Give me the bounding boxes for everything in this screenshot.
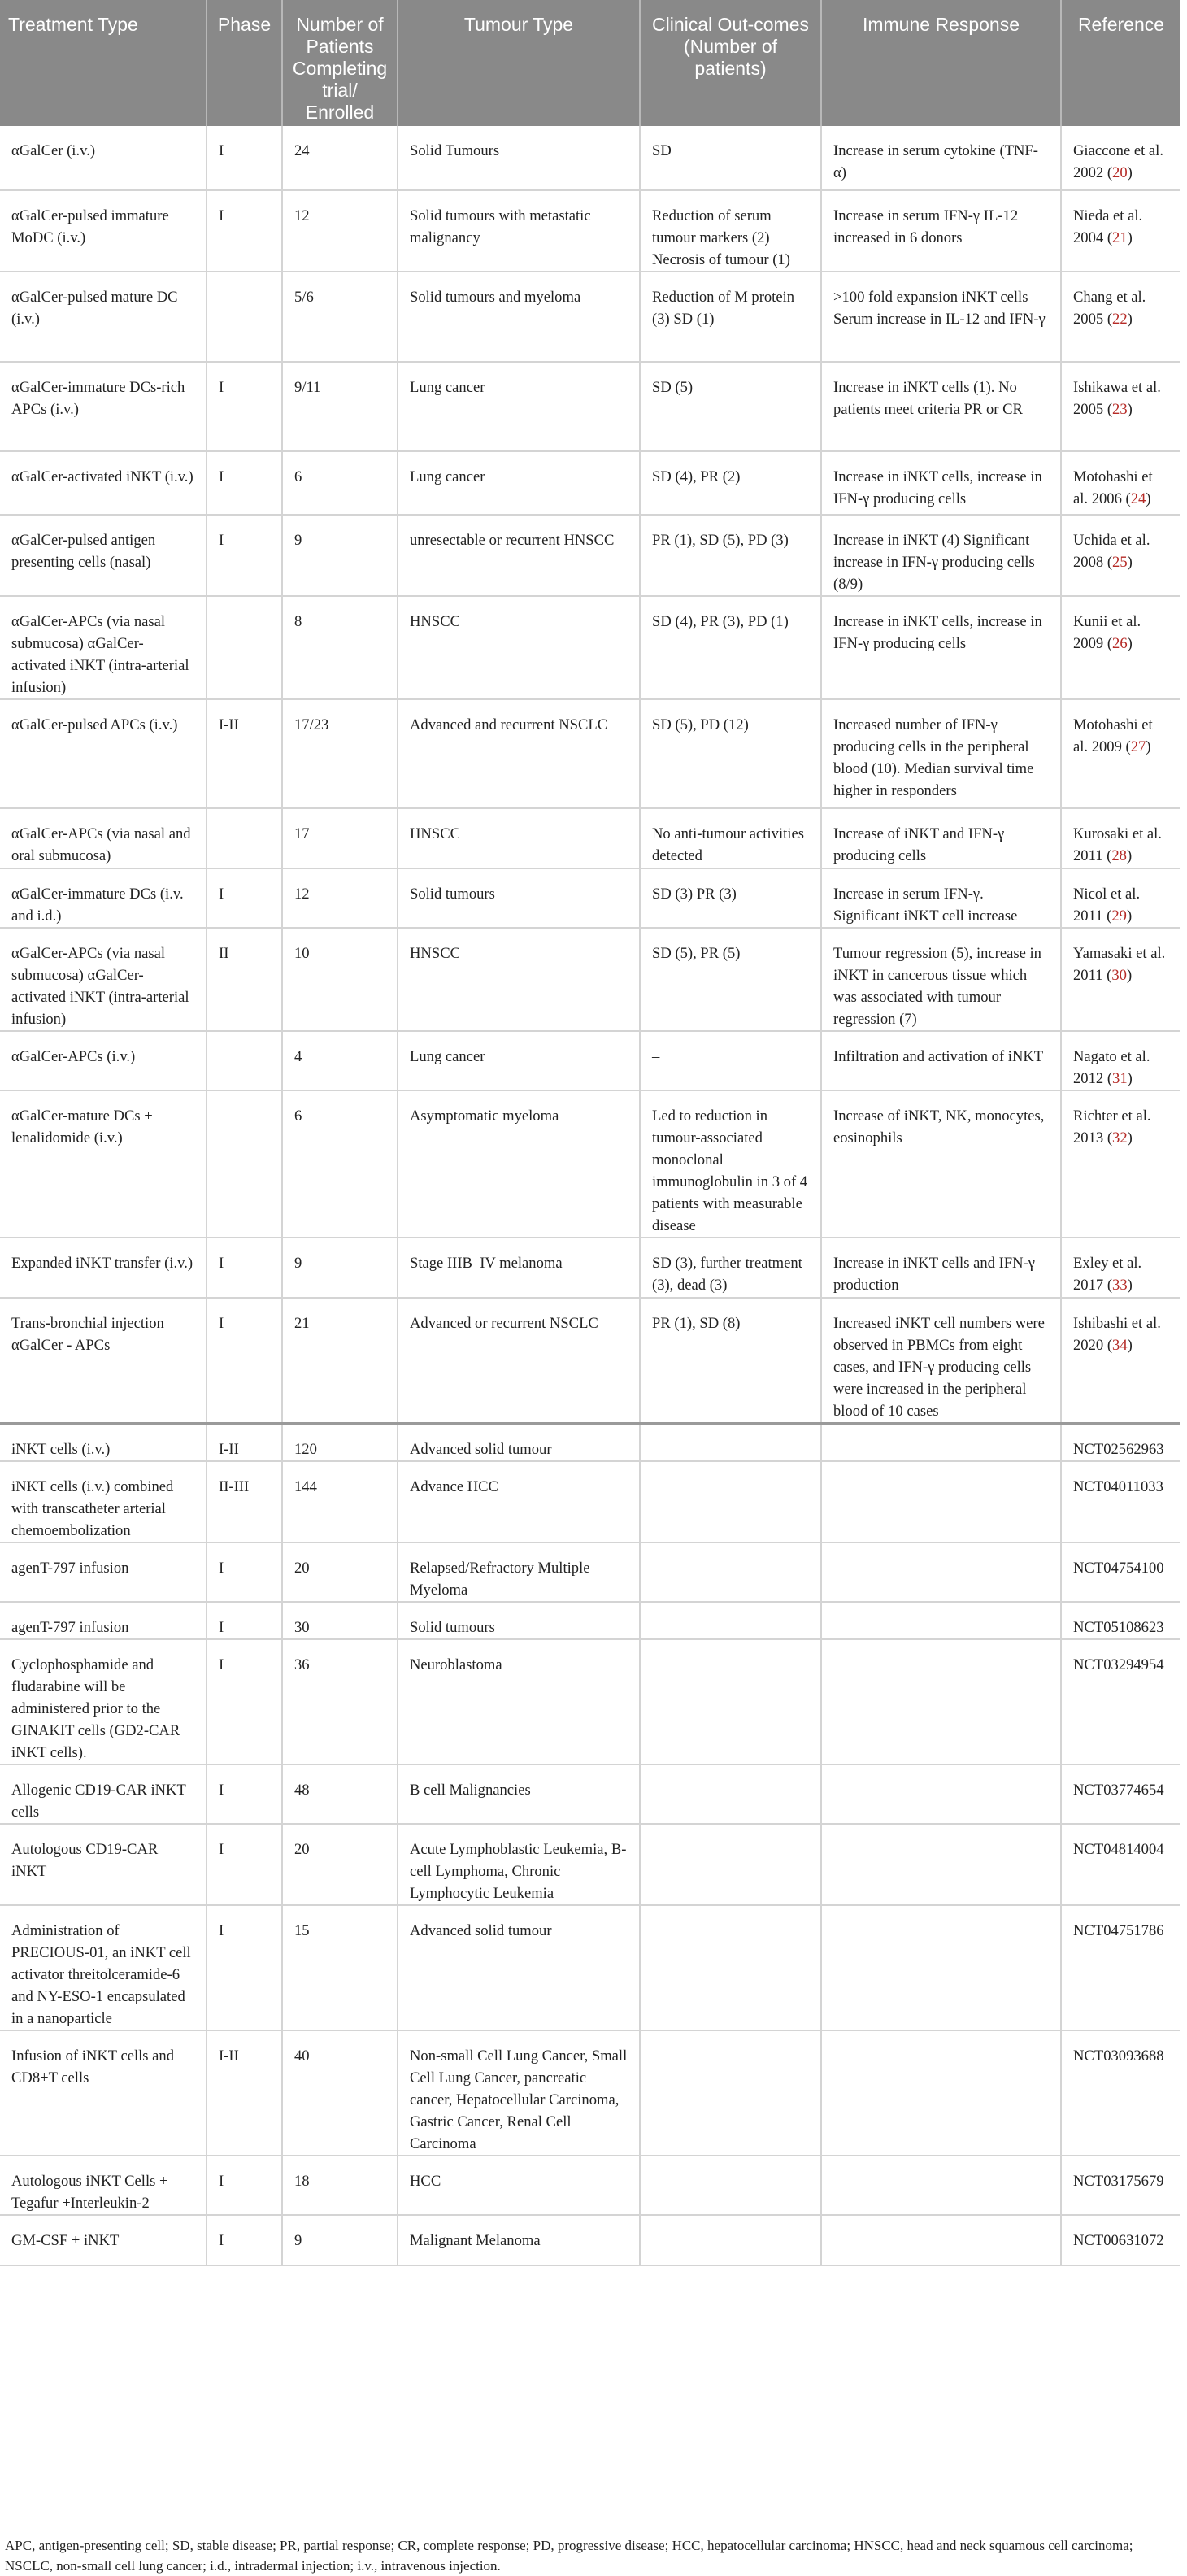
cell-phase: I: [207, 126, 282, 190]
cell-treatment-type: Trans-bronchial injection αGalCer - APCs: [0, 1298, 207, 1424]
cell-treatment-type: iNKT cells (i.v.) combined with transcatheter arterial chemoembolization: [0, 1461, 207, 1543]
table-row: [0, 515, 1180, 596]
cell-reference: [1061, 1824, 1180, 1905]
cell-phase: II-III: [207, 1461, 282, 1543]
cell-reference: [1061, 2215, 1180, 2265]
cell-treatment-type: Autologous CD19-CAR iNKT: [0, 1824, 207, 1905]
reference-text: Giaccone et al. 2002 (: [1073, 142, 1163, 181]
cell-immune-response: [821, 2030, 1061, 2156]
cell-immune-response: Increased iNKT cell numbers were observed in PBMCs from eight cases, and IFN-γ producing cells were increased in the peripheral blood of 10 cases: [821, 1298, 1061, 1424]
header-phase: Phase: [207, 0, 282, 126]
reference-number-link[interactable]: 25: [1112, 554, 1128, 571]
reference-text: Nagato et al. 2012 (: [1073, 1048, 1150, 1087]
cell-reference: [1061, 1238, 1180, 1298]
cell-number-of-patients: 12: [282, 190, 398, 272]
cell-phase: II: [207, 928, 282, 1031]
cell-number-of-patients: 9/11: [282, 362, 398, 451]
table-row: [0, 808, 1180, 868]
cell-phase: I: [207, 2156, 282, 2215]
cell-immune-response: Increase in iNKT (4) Significant increase in IFN-γ producing cells (8/9): [821, 515, 1061, 596]
cell-immune-response: Increased number of IFN-γ producing cells in the peripheral blood (10). Median survival time higher in responders: [821, 699, 1061, 808]
reference-close-paren: ): [1127, 1277, 1133, 1294]
cell-reference: [1061, 1639, 1180, 1764]
cell-reference: [1061, 2030, 1180, 2156]
cell-treatment-type: αGalCer-pulsed antigen presenting cells (nasal): [0, 515, 207, 596]
cell-treatment-type: αGalCer-pulsed immature MoDC (i.v.): [0, 190, 207, 272]
header-treatment-type: Treatment Type: [0, 0, 207, 126]
reference-text: NCT03774654: [1073, 1782, 1164, 1799]
header-row: [0, 0, 1180, 126]
cell-phase: I: [207, 2215, 282, 2265]
cell-tumour-type: Solid tumours: [398, 868, 640, 928]
header-tumour-type: Tumour Type: [398, 0, 640, 126]
cell-immune-response: [821, 1602, 1061, 1639]
cell-clinical-outcomes: Reduction of M protein (3) SD (1): [640, 272, 821, 362]
reference-number-link[interactable]: 33: [1112, 1277, 1128, 1294]
table-row: [0, 2156, 1180, 2215]
cell-reference: [1061, 1905, 1180, 2030]
reference-text: Ishibashi et al. 2020 (: [1073, 1315, 1161, 1354]
cell-number-of-patients: 20: [282, 1543, 398, 1602]
reference-text: NCT03294954: [1073, 1656, 1164, 1673]
cell-reference: [1061, 126, 1180, 190]
cell-tumour-type: Neuroblastoma: [398, 1639, 640, 1764]
reference-number-link[interactable]: 28: [1111, 847, 1127, 864]
cell-number-of-patients: 24: [282, 126, 398, 190]
reference-number-link[interactable]: 29: [1111, 907, 1127, 925]
cell-reference: [1061, 596, 1180, 699]
cell-phase: I-II: [207, 699, 282, 808]
cell-immune-response: [821, 1639, 1061, 1764]
cell-reference: [1061, 272, 1180, 362]
cell-treatment-type: αGalCer (i.v.): [0, 126, 207, 190]
cell-immune-response: >100 fold expansion iNKT cells Serum increase in IL-12 and IFN-γ: [821, 272, 1061, 362]
reference-close-paren: ): [1127, 401, 1133, 418]
cell-phase: I-II: [207, 1424, 282, 1462]
cell-number-of-patients: 9: [282, 2215, 398, 2265]
cell-number-of-patients: 17: [282, 808, 398, 868]
cell-reference: [1061, 190, 1180, 272]
cell-treatment-type: αGalCer-immature DCs-rich APCs (i.v.): [0, 362, 207, 451]
cell-clinical-outcomes: SD (3) PR (3): [640, 868, 821, 928]
cell-phase: I: [207, 190, 282, 272]
header-reference: Reference: [1061, 0, 1180, 126]
table-row: [0, 1031, 1180, 1090]
cell-phase: I: [207, 515, 282, 596]
reference-number-link[interactable]: 34: [1112, 1337, 1128, 1354]
cell-clinical-outcomes: [640, 1461, 821, 1543]
reference-text: NCT00631072: [1073, 2232, 1164, 2249]
reference-close-paren: ): [1127, 1129, 1133, 1147]
cell-immune-response: [821, 1461, 1061, 1543]
table-row: [0, 272, 1180, 362]
cell-clinical-outcomes: SD (5): [640, 362, 821, 451]
cell-clinical-outcomes: [640, 1602, 821, 1639]
cell-number-of-patients: 9: [282, 515, 398, 596]
reference-close-paren: ): [1126, 907, 1133, 925]
table-row: [0, 451, 1180, 515]
cell-phase: I: [207, 1543, 282, 1602]
cell-clinical-outcomes: –: [640, 1031, 821, 1090]
table-row: [0, 1543, 1180, 1602]
cell-phase: I: [207, 1764, 282, 1824]
cell-reference: [1061, 2156, 1180, 2215]
table-row: [0, 1298, 1180, 1424]
reference-number-link[interactable]: 26: [1112, 635, 1128, 652]
cell-phase: [207, 596, 282, 699]
cell-tumour-type: Non-small Cell Lung Cancer, Small Cell Lung Cancer, pancreatic cancer, Hepatocellular Carcinoma, Gastric Cancer, Renal Cell Carcinoma: [398, 2030, 640, 2156]
cell-number-of-patients: 9: [282, 1238, 398, 1298]
cell-reference: [1061, 362, 1180, 451]
reference-text: Kunii et al. 2009 (: [1073, 613, 1141, 652]
cell-phase: I: [207, 1298, 282, 1424]
header-clinical-outcomes: Clinical Out-comes (Number of patients): [640, 0, 821, 126]
cell-immune-response: Increase in iNKT cells and IFN-γ production: [821, 1238, 1061, 1298]
cell-tumour-type: Advanced and recurrent NSCLC: [398, 699, 640, 808]
cell-treatment-type: Expanded iNKT transfer (i.v.): [0, 1238, 207, 1298]
cell-phase: [207, 272, 282, 362]
reference-text: Exley et al. 2017 (: [1073, 1255, 1142, 1294]
reference-text: Motohashi et al. 2006 (: [1073, 468, 1153, 507]
reference-text: NCT03175679: [1073, 2173, 1164, 2190]
cell-tumour-type: HCC: [398, 2156, 640, 2215]
cell-treatment-type: Cyclophosphamide and fludarabine will be administered prior to the GINAKIT cells (GD2-CAR iNKT cells).: [0, 1639, 207, 1764]
cell-clinical-outcomes: SD: [640, 126, 821, 190]
cell-number-of-patients: 120: [282, 1424, 398, 1462]
cell-clinical-outcomes: SD (4), PR (3), PD (1): [640, 596, 821, 699]
cell-phase: [207, 1031, 282, 1090]
reference-text: NCT04814004: [1073, 1841, 1164, 1858]
cell-clinical-outcomes: Reduction of serum tumour markers (2) Necrosis of tumour (1): [640, 190, 821, 272]
cell-tumour-type: Advanced or recurrent NSCLC: [398, 1298, 640, 1424]
cell-phase: [207, 1090, 282, 1238]
cell-reference: [1061, 1543, 1180, 1602]
cell-tumour-type: Solid tumours: [398, 1602, 640, 1639]
cell-reference: [1061, 515, 1180, 596]
cell-treatment-type: GM-CSF + iNKT: [0, 2215, 207, 2265]
cell-clinical-outcomes: SD (5), PR (5): [640, 928, 821, 1031]
cell-clinical-outcomes: PR (1), SD (8): [640, 1298, 821, 1424]
cell-immune-response: Increase in serum cytokine (TNF-α): [821, 126, 1061, 190]
cell-tumour-type: Advance HCC: [398, 1461, 640, 1543]
reference-text: Ishikawa et al. 2005 (: [1073, 379, 1161, 418]
reference-close-paren: ): [1127, 635, 1133, 652]
cell-reference: [1061, 1090, 1180, 1238]
cell-number-of-patients: 6: [282, 451, 398, 515]
reference-text: Nieda et al. 2004 (: [1073, 207, 1143, 246]
reference-close-paren: ): [1146, 738, 1151, 755]
reference-text: Richter et al. 2013 (: [1073, 1107, 1151, 1147]
cell-reference: [1061, 1461, 1180, 1543]
cell-treatment-type: Infusion of iNKT cells and CD8+T cells: [0, 2030, 207, 2156]
cell-number-of-patients: 15: [282, 1905, 398, 2030]
cell-tumour-type: Solid tumours and myeloma: [398, 272, 640, 362]
cell-immune-response: Increase in serum IFN-γ IL-12 increased in 6 donors: [821, 190, 1061, 272]
cell-reference: [1061, 928, 1180, 1031]
cell-treatment-type: αGalCer-mature DCs + lenalidomide (i.v.): [0, 1090, 207, 1238]
reference-text: NCT04011033: [1073, 1478, 1163, 1495]
table-row: [0, 1602, 1180, 1639]
cell-number-of-patients: 6: [282, 1090, 398, 1238]
cell-immune-response: [821, 2215, 1061, 2265]
cell-tumour-type: HNSCC: [398, 808, 640, 868]
reference-text: NCT04751786: [1073, 1922, 1164, 1939]
cell-tumour-type: Solid Tumours: [398, 126, 640, 190]
cell-reference: [1061, 1602, 1180, 1639]
cell-treatment-type: αGalCer-APCs (via nasal and oral submucosa): [0, 808, 207, 868]
table-row: [0, 2215, 1180, 2265]
cell-number-of-patients: 8: [282, 596, 398, 699]
cell-reference: [1061, 699, 1180, 808]
reference-close-paren: ): [1127, 229, 1133, 246]
cell-tumour-type: B cell Malignancies: [398, 1764, 640, 1824]
table-row: [0, 1461, 1180, 1543]
cell-clinical-outcomes: PR (1), SD (5), PD (3): [640, 515, 821, 596]
cell-clinical-outcomes: [640, 1639, 821, 1764]
header-number-of-patients: Number of Patients Completing trial/ Enrolled: [282, 0, 398, 126]
cell-tumour-type: Lung cancer: [398, 1031, 640, 1090]
reference-text: Chang et al. 2005 (: [1073, 289, 1146, 328]
cell-treatment-type: αGalCer-activated iNKT (i.v.): [0, 451, 207, 515]
cell-tumour-type: Lung cancer: [398, 451, 640, 515]
reference-number-link[interactable]: 32: [1112, 1129, 1128, 1147]
cell-clinical-outcomes: SD (3), further treatment (3), dead (3): [640, 1238, 821, 1298]
cell-tumour-type: Relapsed/Refractory Multiple Myeloma: [398, 1543, 640, 1602]
table-row: [0, 1824, 1180, 1905]
reference-number-link[interactable]: 30: [1111, 967, 1127, 984]
cell-immune-response: Infiltration and activation of iNKT: [821, 1031, 1061, 1090]
cell-number-of-patients: 48: [282, 1764, 398, 1824]
cell-tumour-type: Lung cancer: [398, 362, 640, 451]
cell-clinical-outcomes: [640, 1424, 821, 1462]
cell-phase: I: [207, 868, 282, 928]
cell-immune-response: [821, 1824, 1061, 1905]
cell-treatment-type: iNKT cells (i.v.): [0, 1424, 207, 1462]
cell-treatment-type: αGalCer-pulsed APCs (i.v.): [0, 699, 207, 808]
reference-close-paren: ): [1127, 164, 1133, 181]
cell-clinical-outcomes: No anti-tumour activities detected: [640, 808, 821, 868]
cell-reference: [1061, 868, 1180, 928]
reference-number-link[interactable]: 20: [1112, 164, 1128, 181]
reference-text: Yamasaki et al. 2011 (: [1073, 945, 1166, 984]
cell-tumour-type: HNSCC: [398, 928, 640, 1031]
cell-treatment-type: Autologous iNKT Cells + Tegafur +Interleukin-2: [0, 2156, 207, 2215]
cell-immune-response: Increase in serum IFN-γ. Significant iNKT cell increase: [821, 868, 1061, 928]
cell-phase: [207, 808, 282, 868]
reference-text: Uchida et al. 2008 (: [1073, 532, 1150, 571]
cell-treatment-type: αGalCer-APCs (i.v.): [0, 1031, 207, 1090]
cell-phase: I: [207, 1238, 282, 1298]
cell-number-of-patients: 30: [282, 1602, 398, 1639]
cell-treatment-type: αGalCer-APCs (via nasal submucosa) αGalCer-activated iNKT (intra-arterial infusion): [0, 596, 207, 699]
table-row: [0, 1090, 1180, 1238]
cell-clinical-outcomes: SD (5), PD (12): [640, 699, 821, 808]
cell-tumour-type: HNSCC: [398, 596, 640, 699]
table-row: [0, 699, 1180, 808]
table-row: [0, 362, 1180, 451]
cell-reference: [1061, 1031, 1180, 1090]
cell-tumour-type: Advanced solid tumour: [398, 1424, 640, 1462]
reference-number-link[interactable]: 31: [1112, 1070, 1128, 1087]
reference-close-paren: ): [1126, 967, 1133, 984]
reference-number-link[interactable]: 27: [1130, 738, 1146, 755]
reference-number-link[interactable]: 24: [1130, 490, 1146, 507]
table-row: [0, 1764, 1180, 1824]
cell-immune-response: Increase of iNKT and IFN-γ producing cells: [821, 808, 1061, 868]
cell-reference: [1061, 1424, 1180, 1462]
cell-immune-response: [821, 1424, 1061, 1462]
cell-phase: I: [207, 1824, 282, 1905]
cell-number-of-patients: 10: [282, 928, 398, 1031]
table-row: [0, 596, 1180, 699]
reference-close-paren: ): [1146, 490, 1151, 507]
cell-tumour-type: unresectable or recurrent HNSCC: [398, 515, 640, 596]
table-row: [0, 190, 1180, 272]
reference-close-paren: ): [1126, 847, 1133, 864]
cell-treatment-type: αGalCer-pulsed mature DC (i.v.): [0, 272, 207, 362]
table-row: [0, 1424, 1180, 1462]
reference-text: NCT05108623: [1073, 1619, 1164, 1636]
cell-immune-response: Increase in iNKT cells, increase in IFN-γ producing cells: [821, 596, 1061, 699]
cell-clinical-outcomes: [640, 2030, 821, 2156]
cell-number-of-patients: 36: [282, 1639, 398, 1764]
cell-tumour-type: Advanced solid tumour: [398, 1905, 640, 2030]
cell-number-of-patients: 4: [282, 1031, 398, 1090]
cell-phase: I: [207, 362, 282, 451]
cell-number-of-patients: 17/23: [282, 699, 398, 808]
cell-immune-response: Tumour regression (5), increase in iNKT in cancerous tissue which was associated with tumour regression (7): [821, 928, 1061, 1031]
cell-clinical-outcomes: [640, 1905, 821, 2030]
reference-close-paren: ): [1127, 311, 1133, 328]
cell-clinical-outcomes: SD (4), PR (2): [640, 451, 821, 515]
cell-treatment-type: αGalCer-APCs (via nasal submucosa) αGalCer-activated iNKT (intra-arterial infusion): [0, 928, 207, 1031]
cell-reference: [1061, 451, 1180, 515]
cell-phase: I: [207, 1905, 282, 2030]
cell-immune-response: [821, 1543, 1061, 1602]
cell-immune-response: [821, 1764, 1061, 1824]
cell-immune-response: Increase in iNKT cells, increase in IFN-γ producing cells: [821, 451, 1061, 515]
table-row: [0, 928, 1180, 1031]
cell-reference: [1061, 1764, 1180, 1824]
cell-clinical-outcomes: [640, 2156, 821, 2215]
reference-text: Kurosaki et al. 2011 (: [1073, 825, 1162, 864]
cell-clinical-outcomes: [640, 2215, 821, 2265]
table-row: [0, 2030, 1180, 2156]
cell-tumour-type: Solid tumours with metastatic malignancy: [398, 190, 640, 272]
cell-number-of-patients: 12: [282, 868, 398, 928]
reference-close-paren: ): [1127, 1070, 1133, 1087]
cell-clinical-outcomes: [640, 1543, 821, 1602]
cell-tumour-type: Malignant Melanoma: [398, 2215, 640, 2265]
reference-text: NCT03093688: [1073, 2047, 1164, 2065]
cell-clinical-outcomes: [640, 1824, 821, 1905]
cell-number-of-patients: 40: [282, 2030, 398, 2156]
cell-immune-response: [821, 2156, 1061, 2215]
cell-phase: I: [207, 451, 282, 515]
cell-clinical-outcomes: [640, 1764, 821, 1824]
cell-treatment-type: agenT-797 infusion: [0, 1543, 207, 1602]
cell-number-of-patients: 20: [282, 1824, 398, 1905]
table-row: [0, 1238, 1180, 1298]
cell-phase: I: [207, 1639, 282, 1764]
table-row: [0, 868, 1180, 928]
cell-immune-response: Increase in iNKT cells (1). No patients meet criteria PR or CR: [821, 362, 1061, 451]
reference-number-link[interactable]: 21: [1112, 229, 1128, 246]
reference-text: Motohashi et al. 2009 (: [1073, 716, 1153, 755]
table-row: [0, 126, 1180, 190]
reference-close-paren: ): [1127, 554, 1133, 571]
table-row: [0, 1639, 1180, 1764]
reference-close-paren: ): [1127, 1337, 1133, 1354]
cell-reference: [1061, 1298, 1180, 1424]
cell-immune-response: [821, 1905, 1061, 2030]
cell-number-of-patients: 5/6: [282, 272, 398, 362]
cell-tumour-type: Asymptomatic myeloma: [398, 1090, 640, 1238]
reference-text: Nicol et al. 2011 (: [1073, 886, 1141, 925]
cell-tumour-type: Acute Lymphoblastic Leukemia, B-cell Lymphoma, Chronic Lymphocytic Leukemia: [398, 1824, 640, 1905]
cell-immune-response: Increase of iNKT, NK, monocytes, eosinophils: [821, 1090, 1061, 1238]
table-body: [0, 126, 1180, 2265]
reference-text: NCT02562963: [1073, 1441, 1164, 1458]
table-footnote: APC, antigen-presenting cell; SD, stable disease; PR, partial response; CR, complete response; PD, progressive disease; HCC, hepatocellular carcinoma; HNSCC, head and neck squamous cell carcinoma; NSCLC, non-small cell lung cancer; i.d., intradermal injection; i.v., intravenous injection.: [5, 2538, 1133, 2574]
reference-text: NCT04754100: [1073, 1560, 1164, 1577]
cell-treatment-type: Administration of PRECIOUS-01, an iNKT cell activator threitolceramide-6 and NY-ESO-1 encapsulated in a nanoparticle: [0, 1905, 207, 2030]
table-row: [0, 1905, 1180, 2030]
cell-number-of-patients: 144: [282, 1461, 398, 1543]
header-immune-response: Immune Response: [821, 0, 1061, 126]
cell-number-of-patients: 21: [282, 1298, 398, 1424]
reference-number-link[interactable]: 23: [1112, 401, 1128, 418]
cell-treatment-type: agenT-797 infusion: [0, 1602, 207, 1639]
cell-phase: I-II: [207, 2030, 282, 2156]
cell-clinical-outcomes: Led to reduction in tumour-associated monoclonal immunoglobulin in 3 of 4 patients with measurable disease: [640, 1090, 821, 1238]
cell-number-of-patients: 18: [282, 2156, 398, 2215]
cell-tumour-type: Stage IIIB–IV melanoma: [398, 1238, 640, 1298]
reference-number-link[interactable]: 22: [1112, 311, 1128, 328]
cell-reference: [1061, 808, 1180, 868]
cell-treatment-type: αGalCer-immature DCs (i.v. and i.d.): [0, 868, 207, 928]
cell-phase: I: [207, 1602, 282, 1639]
cell-treatment-type: Allogenic CD19-CAR iNKT cells: [0, 1764, 207, 1824]
